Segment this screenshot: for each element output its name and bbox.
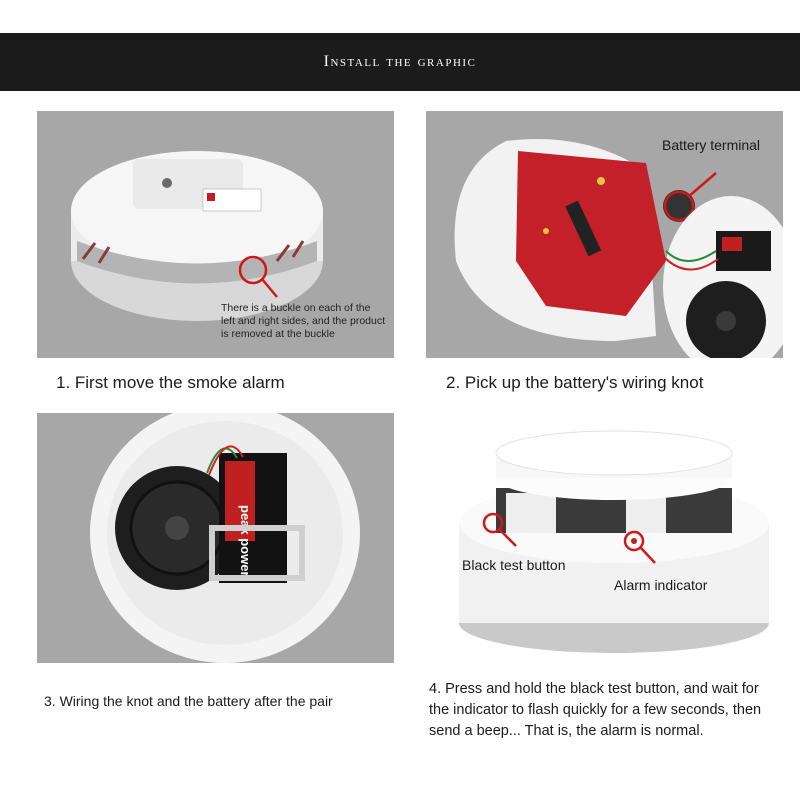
smoke-alarm-front-illustration — [426, 413, 783, 663]
page-title: Install the graphic — [323, 53, 477, 70]
step-4-image — [426, 413, 783, 663]
black-test-button-label: Black test button — [462, 557, 566, 573]
step-3-caption: 3. Wiring the knot and the battery after the pair — [44, 693, 333, 709]
step-2-image — [426, 111, 783, 358]
alarm-indicator-label: Alarm indicator — [614, 577, 708, 593]
step-1-caption: 1. First move the smoke alarm — [56, 373, 285, 392]
battery-wiring-illustration — [37, 413, 394, 663]
step-2-caption: 2. Pick up the battery's wiring knot — [446, 373, 704, 392]
step-1-note: There is a buckle on each of the left and right sides, and the product is removed at the buckle — [221, 302, 386, 340]
battery-brand-label: peak power — [238, 505, 253, 577]
step-1-image — [37, 111, 394, 358]
battery-terminal-label: Battery terminal — [662, 137, 761, 153]
header-banner — [0, 33, 800, 91]
step-3-image — [37, 413, 394, 663]
step-4-caption: 4. Press and hold the black test button, and wait for the indicator to flash quickly for a few seconds, then send a beep... That is, the alarm is normal. — [429, 681, 762, 739]
